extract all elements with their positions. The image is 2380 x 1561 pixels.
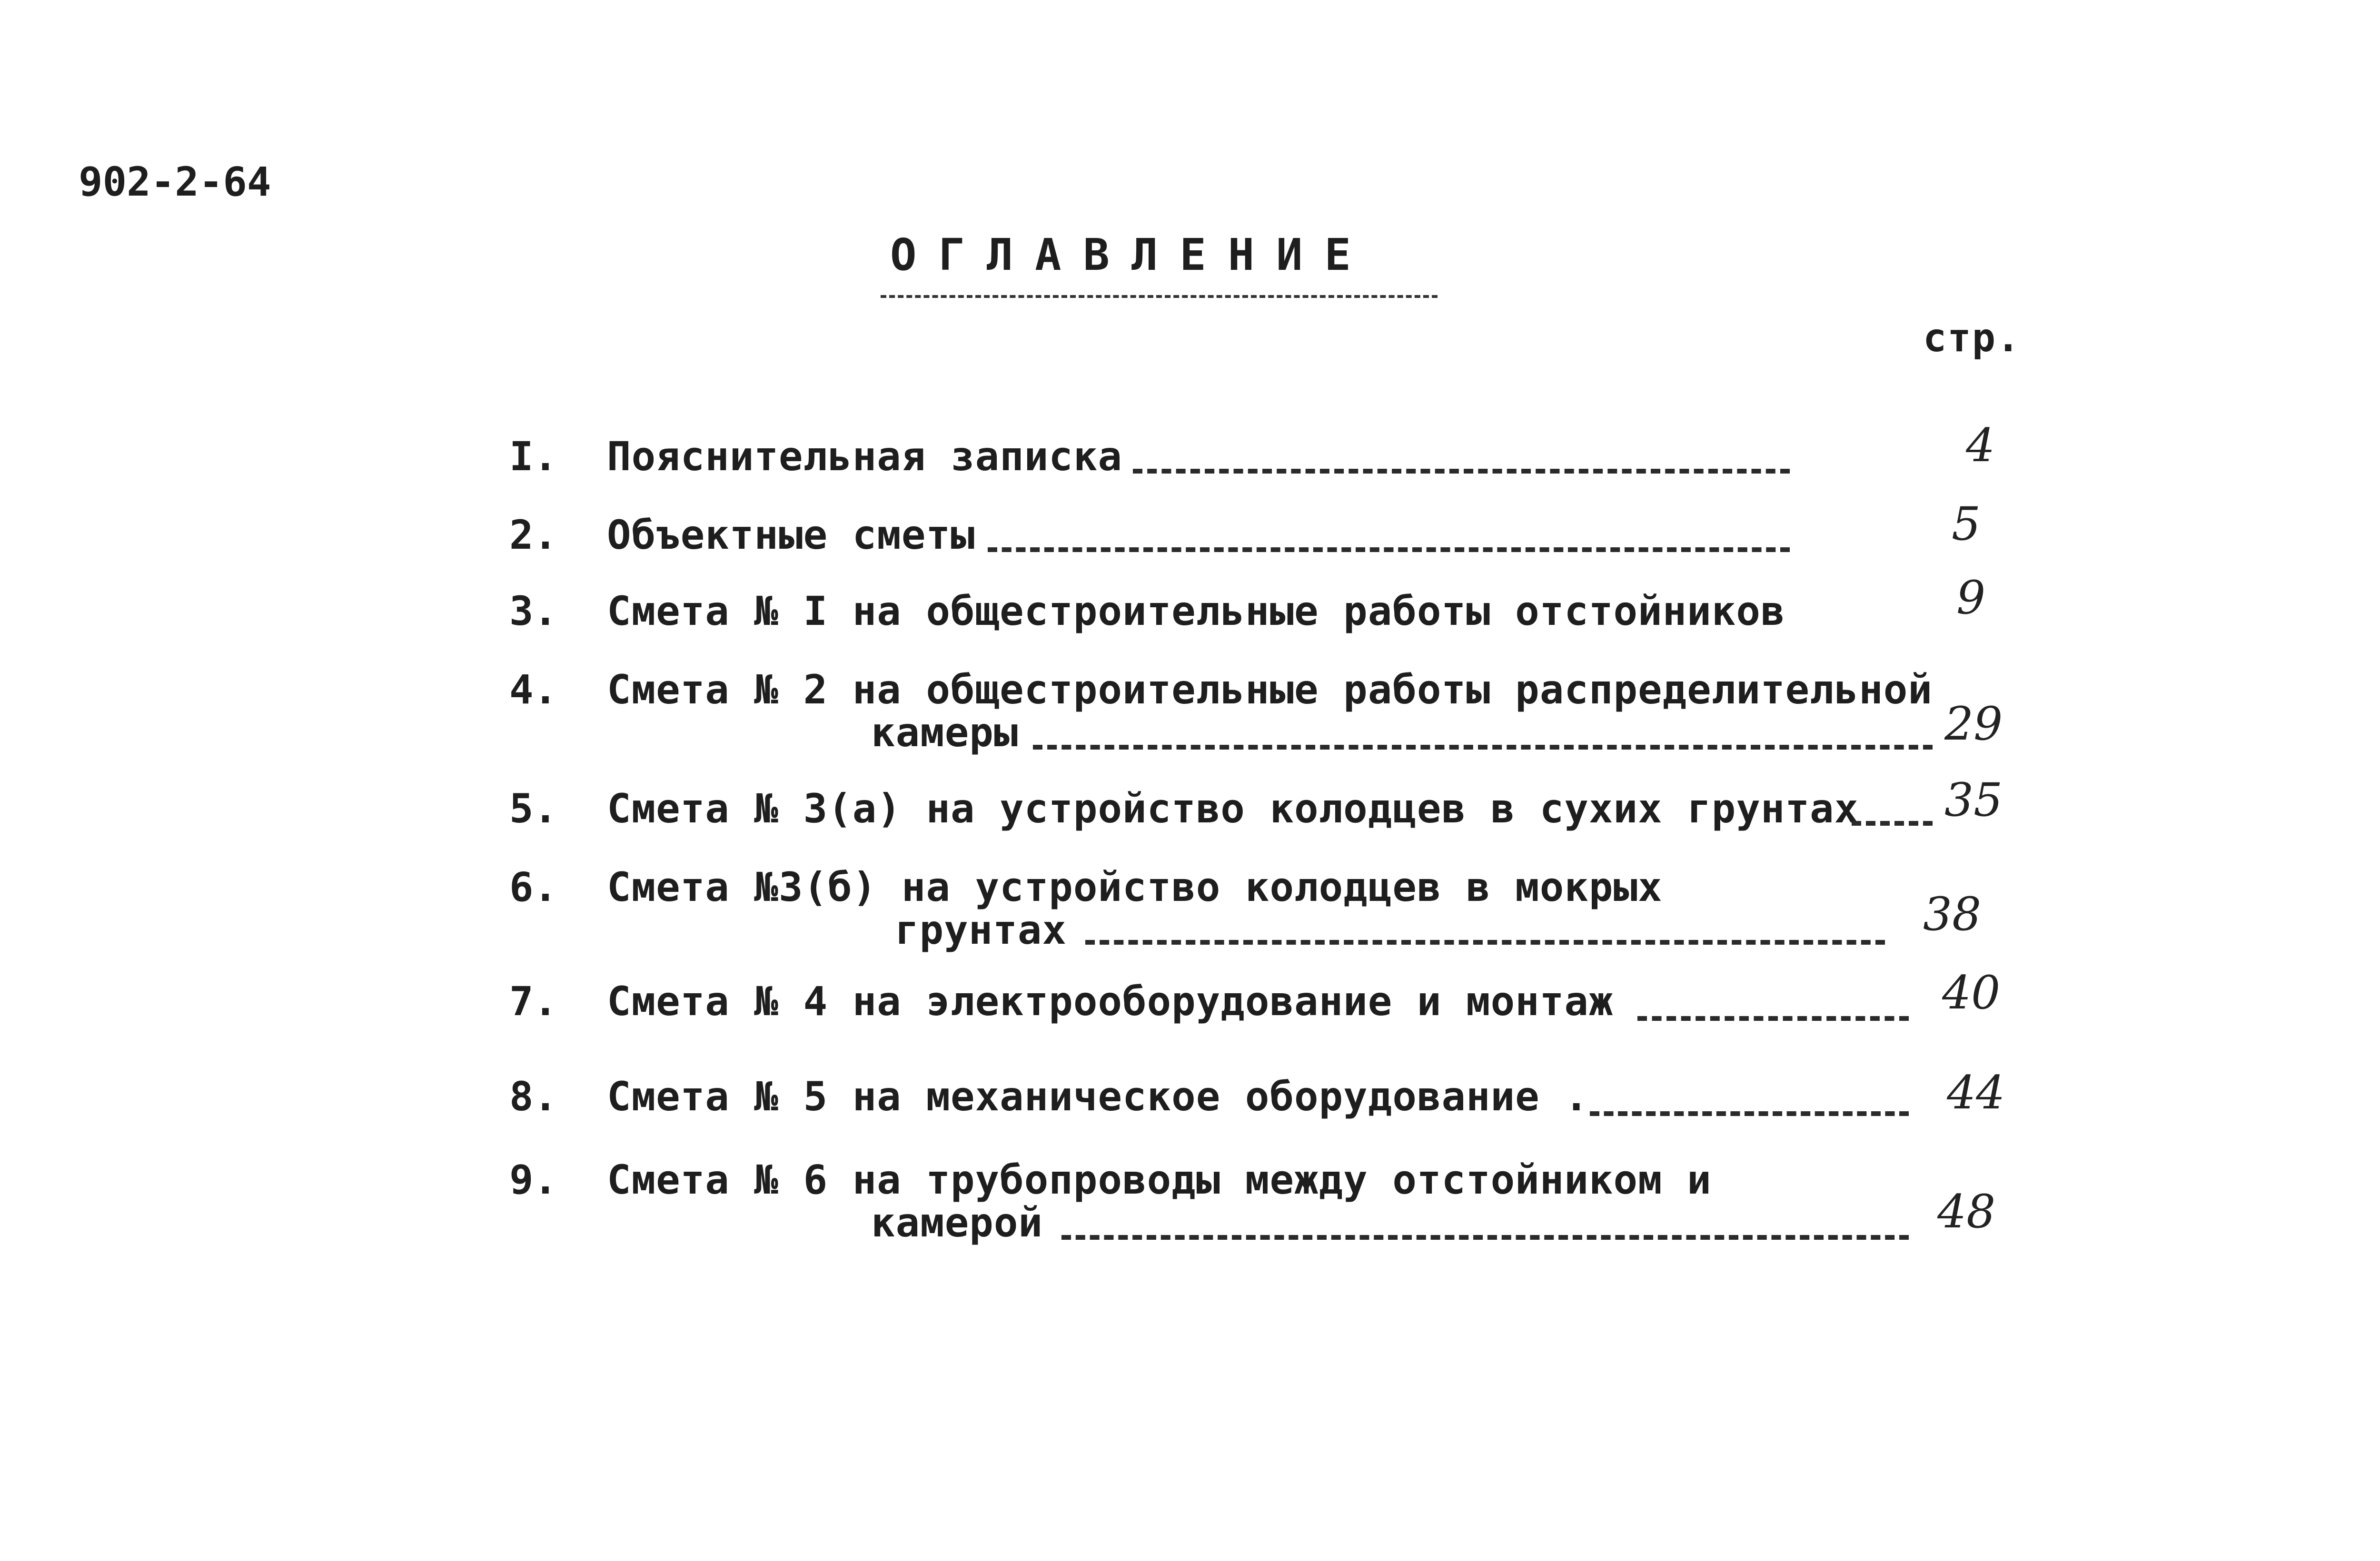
toc-entry-text: Смета № 5 на механическое оборудование . <box>607 1073 1589 1120</box>
dot-leader <box>1061 1235 1909 1240</box>
toc-entry-page: 35 <box>1944 773 2003 827</box>
page-column-label: стр. <box>1923 316 2021 361</box>
toc-entry-text: Смета № I на общестроительные работы отстойников <box>607 588 1785 634</box>
toc-entry-page: 9 <box>1956 571 1986 624</box>
dot-leader <box>1637 1016 1909 1021</box>
toc-entry-page: 44 <box>1947 1066 2005 1119</box>
toc-entry-number: 7. <box>509 978 558 1025</box>
toc-entry-number: I. <box>509 433 558 480</box>
toc-entry-number: 8. <box>509 1073 558 1120</box>
toc-entry-number: 9. <box>509 1156 558 1203</box>
toc-entry-number: 6. <box>509 864 558 910</box>
toc-entry-text: Смета № 2 на общестроительные работы распределительной <box>607 666 1933 713</box>
toc-entry-text: Объектные сметы <box>607 512 975 558</box>
dot-leader <box>1085 940 1885 945</box>
toc-entry-text-continued: грунтах <box>895 907 1067 953</box>
toc-entry-number: 3. <box>509 588 558 634</box>
title-underline <box>881 295 1438 298</box>
toc-entry-text: Смета №3(б) на устройство колодцев в мокрых <box>607 864 1663 910</box>
dot-leader <box>1590 1111 1909 1116</box>
dot-leader <box>988 547 1790 552</box>
toc-entry-page: 4 <box>1966 419 1995 472</box>
toc-entry-page: 38 <box>1923 888 1982 941</box>
dot-leader <box>1133 469 1790 474</box>
toc-entry-text: Смета № 4 на электрооборудование и монтаж <box>607 978 1614 1025</box>
toc-entry-page: 48 <box>1937 1185 1996 1238</box>
toc-entry-number: 5. <box>509 785 558 832</box>
toc-entry-page: 5 <box>1952 497 1981 551</box>
toc-entry-text-continued: камерой <box>871 1199 1043 1246</box>
toc-entry-text: Смета № 3(а) на устройство колодцев в сухих грунтах <box>607 785 1859 832</box>
toc-entry-text: Смета № 6 на трубопроводы между отстойником и <box>607 1156 1712 1203</box>
toc-entry-text: Пояснительная записка <box>607 433 1123 480</box>
dot-leader <box>1033 745 1933 750</box>
dot-leader <box>1852 821 1933 826</box>
toc-entry-text-continued: камеры <box>871 709 1019 756</box>
document-code: 902-2-64 <box>79 158 271 205</box>
toc-entry-number: 2. <box>509 512 558 558</box>
toc-entry-page: 40 <box>1942 966 2001 1019</box>
page-title: ОГЛАВЛЕНИЕ <box>890 229 1373 280</box>
toc-entry-page: 29 <box>1944 697 2003 751</box>
toc-entry-number: 4. <box>509 666 558 713</box>
